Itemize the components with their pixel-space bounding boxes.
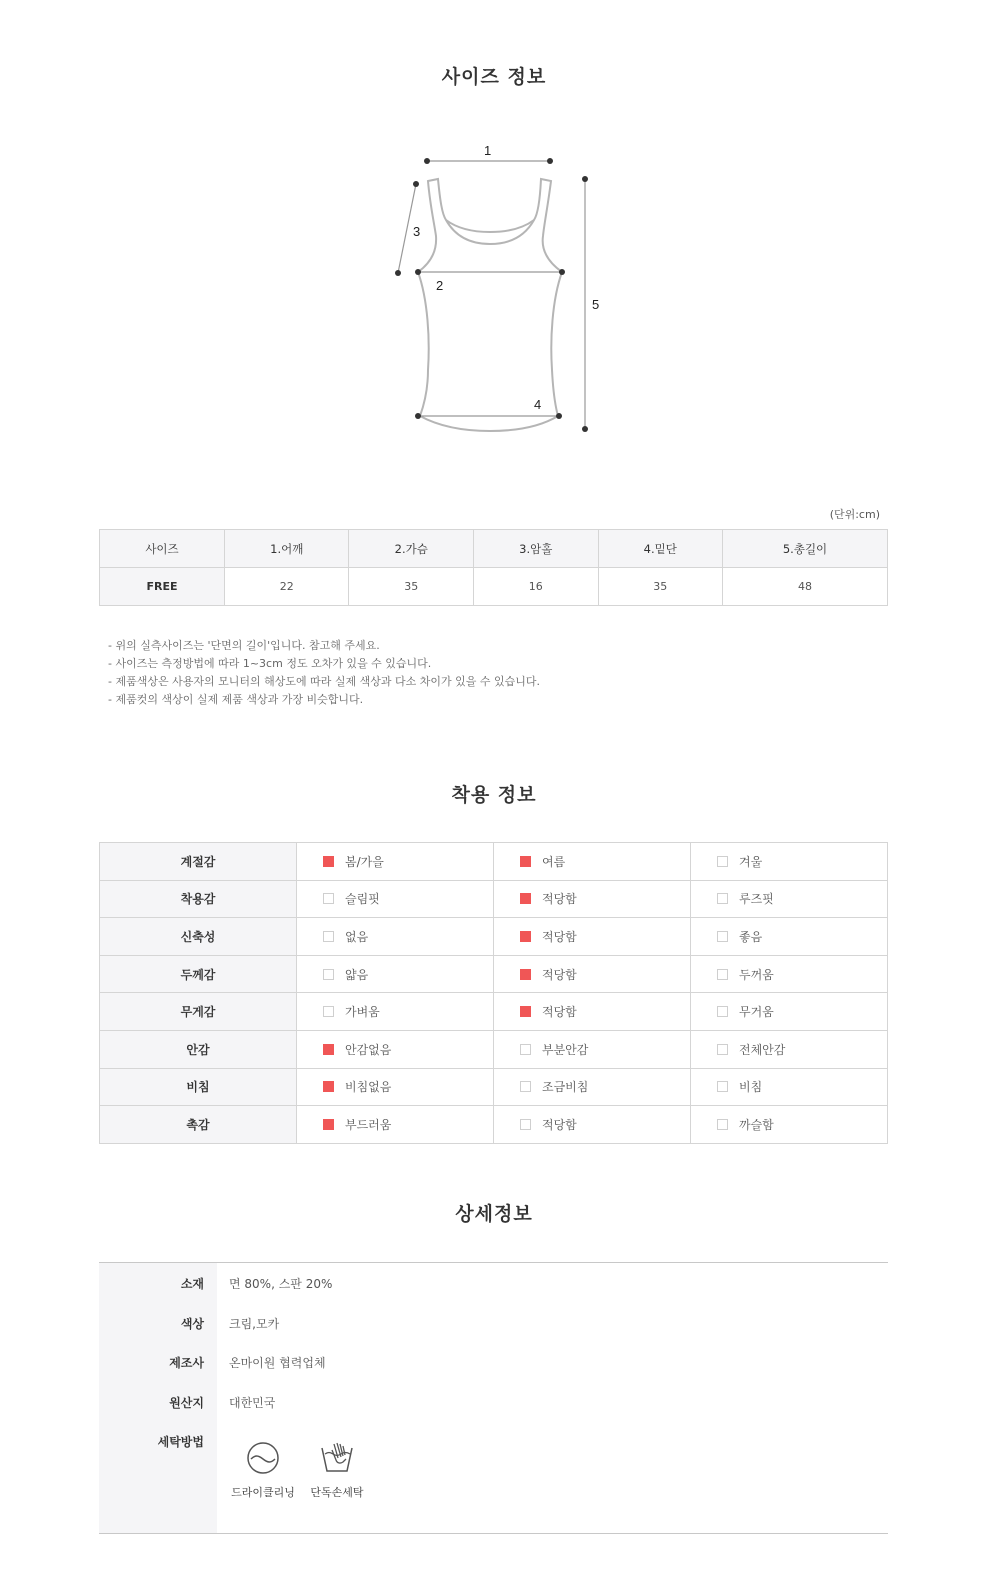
fit-option [691,1106,888,1144]
fit-option [691,918,888,956]
fit-option-label: 까슬함 [739,1117,774,1132]
size-value-cell: 35 [598,568,723,606]
fit-option [494,993,691,1031]
size-col-header: 3.암홀 [474,530,599,568]
size-col-header: 2.가슴 [349,530,474,568]
size-info-title: 사이즈 정보 [441,66,547,88]
fit-row-label: 계절감 [100,843,297,881]
detail-key: 색상 [180,1317,204,1331]
checked-box-icon [323,856,334,867]
checked-box-icon [520,931,531,942]
fit-option [691,843,888,881]
fit-option [297,918,494,956]
fit-option-label: 봄/가을 [345,854,384,869]
fit-option-label: 슬림핏 [345,892,380,907]
size-measurement-diagram [380,130,620,450]
note-item: - 사이즈는 측정방법에 따라 1~3cm 정도 오차가 있을 수 있습니다. [108,657,432,670]
fit-option-label: 루즈핏 [739,892,774,907]
table-row [100,918,888,956]
fit-option-label: 없음 [345,929,369,944]
fit-option-label: 적당함 [542,967,577,982]
unchecked-box-icon [520,1119,531,1130]
detail-info-table [99,1262,888,1534]
unchecked-box-icon [717,1119,728,1130]
fit-option [691,993,888,1031]
fit-option [494,955,691,993]
note-item: - 제품색상은 사용자의 모니터의 해상도에 따라 실제 색상과 다소 차이가 있을 수 있습니다. [108,675,540,688]
fit-row-label: 착용감 [100,880,297,918]
unchecked-box-icon [717,893,728,904]
table-row [100,955,888,993]
detail-value: 대한민국 [229,1396,276,1410]
unchecked-box-icon [323,1006,334,1017]
checked-box-icon [323,1081,334,1092]
wash-item-hand-wash [302,1440,372,1500]
table-row [100,1106,888,1144]
measure-label-1: 1 [484,143,492,158]
unchecked-box-icon [717,969,728,980]
unchecked-box-icon [717,856,728,867]
size-col-header: 1.어깨 [224,530,349,568]
fit-option [691,1068,888,1106]
measure-label-3: 3 [413,224,421,239]
size-col-header: 5.총길이 [723,530,888,568]
fit-option-label: 적당함 [542,1005,577,1020]
fit-option-label: 좋음 [739,929,763,944]
measure-label-4: 4 [534,397,542,412]
fit-option-label: 무거움 [739,1005,774,1020]
size-col-header: 4.밑단 [598,530,723,568]
fit-option [297,1030,494,1068]
table-row [100,1068,888,1106]
fit-option-label: 가벼움 [345,1005,380,1020]
fit-option [494,918,691,956]
detail-key: 원산지 [169,1396,204,1410]
detail-value: 면 80%, 스판 20% [229,1277,333,1291]
unchecked-box-icon [520,1044,531,1055]
fit-option-label: 비침없음 [345,1080,392,1095]
detail-value: 크림,모카 [229,1317,280,1331]
size-value-cell: 16 [474,568,599,606]
detail-key: 세탁방법 [157,1435,204,1449]
fit-option-label: 부분안감 [542,1042,589,1057]
fit-option [691,1030,888,1068]
fit-option-label: 전체안감 [739,1042,786,1057]
fit-row-label: 무게감 [100,993,297,1031]
unchecked-box-icon [717,931,728,942]
fit-option [297,1106,494,1144]
checked-box-icon [323,1119,334,1130]
fit-info-title: 착용 정보 [451,784,537,806]
hand-wash-icon [319,1440,355,1476]
fit-option [691,880,888,918]
fit-option-label: 조금비침 [542,1080,589,1095]
fit-option [494,1030,691,1068]
wash-label: 드라이클리닝 [231,1486,295,1499]
detail-value: 온마이원 협력업체 [229,1356,326,1370]
detail-key: 제조사 [169,1356,204,1370]
fit-option-label: 여름 [542,854,566,869]
wash-label: 단독손세탁 [310,1486,364,1499]
table-row [100,1030,888,1068]
fit-option-label: 적당함 [542,929,577,944]
fit-option-label: 비침 [739,1080,763,1095]
checked-box-icon [520,893,531,904]
fit-option-label: 안감없음 [345,1042,392,1057]
fit-option [494,1068,691,1106]
size-value-cell: 48 [723,568,888,606]
measure-label-5: 5 [592,297,600,312]
note-item: - 제품컷의 색상이 실제 제품 색상과 가장 비슷합니다. [108,693,364,706]
table-row [100,843,888,881]
unchecked-box-icon [717,1044,728,1055]
unchecked-box-icon [323,969,334,980]
fit-row-label: 비침 [100,1068,297,1106]
unchecked-box-icon [520,1081,531,1092]
size-table [99,529,888,606]
fit-row-label: 두께감 [100,955,297,993]
fit-option-label: 적당함 [542,1117,577,1132]
fit-option-label: 적당함 [542,892,577,907]
unit-label: (단위:cm) [829,508,880,521]
fit-row-label: 촉감 [100,1106,297,1144]
checked-box-icon [520,969,531,980]
fit-option [494,880,691,918]
size-col-header: 사이즈 [100,530,225,568]
size-table-header [100,530,888,568]
note-item: - 위의 실측사이즈는 '단면의 길이'입니다. 참고해 주세요. [108,639,380,652]
detail-info-title: 상세정보 [455,1203,533,1225]
fit-option [297,843,494,881]
checked-box-icon [323,1044,334,1055]
table-row [100,568,888,606]
fit-option [494,843,691,881]
size-name-cell: FREE [100,568,225,606]
fit-option-label: 얇음 [345,967,369,982]
fit-option [297,880,494,918]
unchecked-box-icon [323,893,334,904]
dry-cleaning-icon [245,1440,281,1476]
fit-option [691,955,888,993]
fit-option-label: 두꺼움 [739,967,774,982]
fit-option [297,1068,494,1106]
fit-info-table [99,842,888,1144]
detail-key: 소재 [180,1277,204,1291]
size-value-cell: 35 [349,568,474,606]
unchecked-box-icon [717,1081,728,1092]
table-row [100,880,888,918]
fit-row-label: 신축성 [100,918,297,956]
checked-box-icon [520,856,531,867]
unchecked-box-icon [323,931,334,942]
fit-row-label: 안감 [100,1030,297,1068]
fit-option [297,955,494,993]
size-value-cell: 22 [224,568,349,606]
fit-option [297,993,494,1031]
fit-option-label: 겨울 [739,854,763,869]
fit-option [494,1106,691,1144]
table-row [100,993,888,1031]
wash-item-dry-cleaning [228,1440,298,1500]
size-notes [108,637,540,709]
unchecked-box-icon [717,1006,728,1017]
checked-box-icon [520,1006,531,1017]
fit-option-label: 부드러움 [345,1117,392,1132]
measure-label-2: 2 [436,278,444,293]
